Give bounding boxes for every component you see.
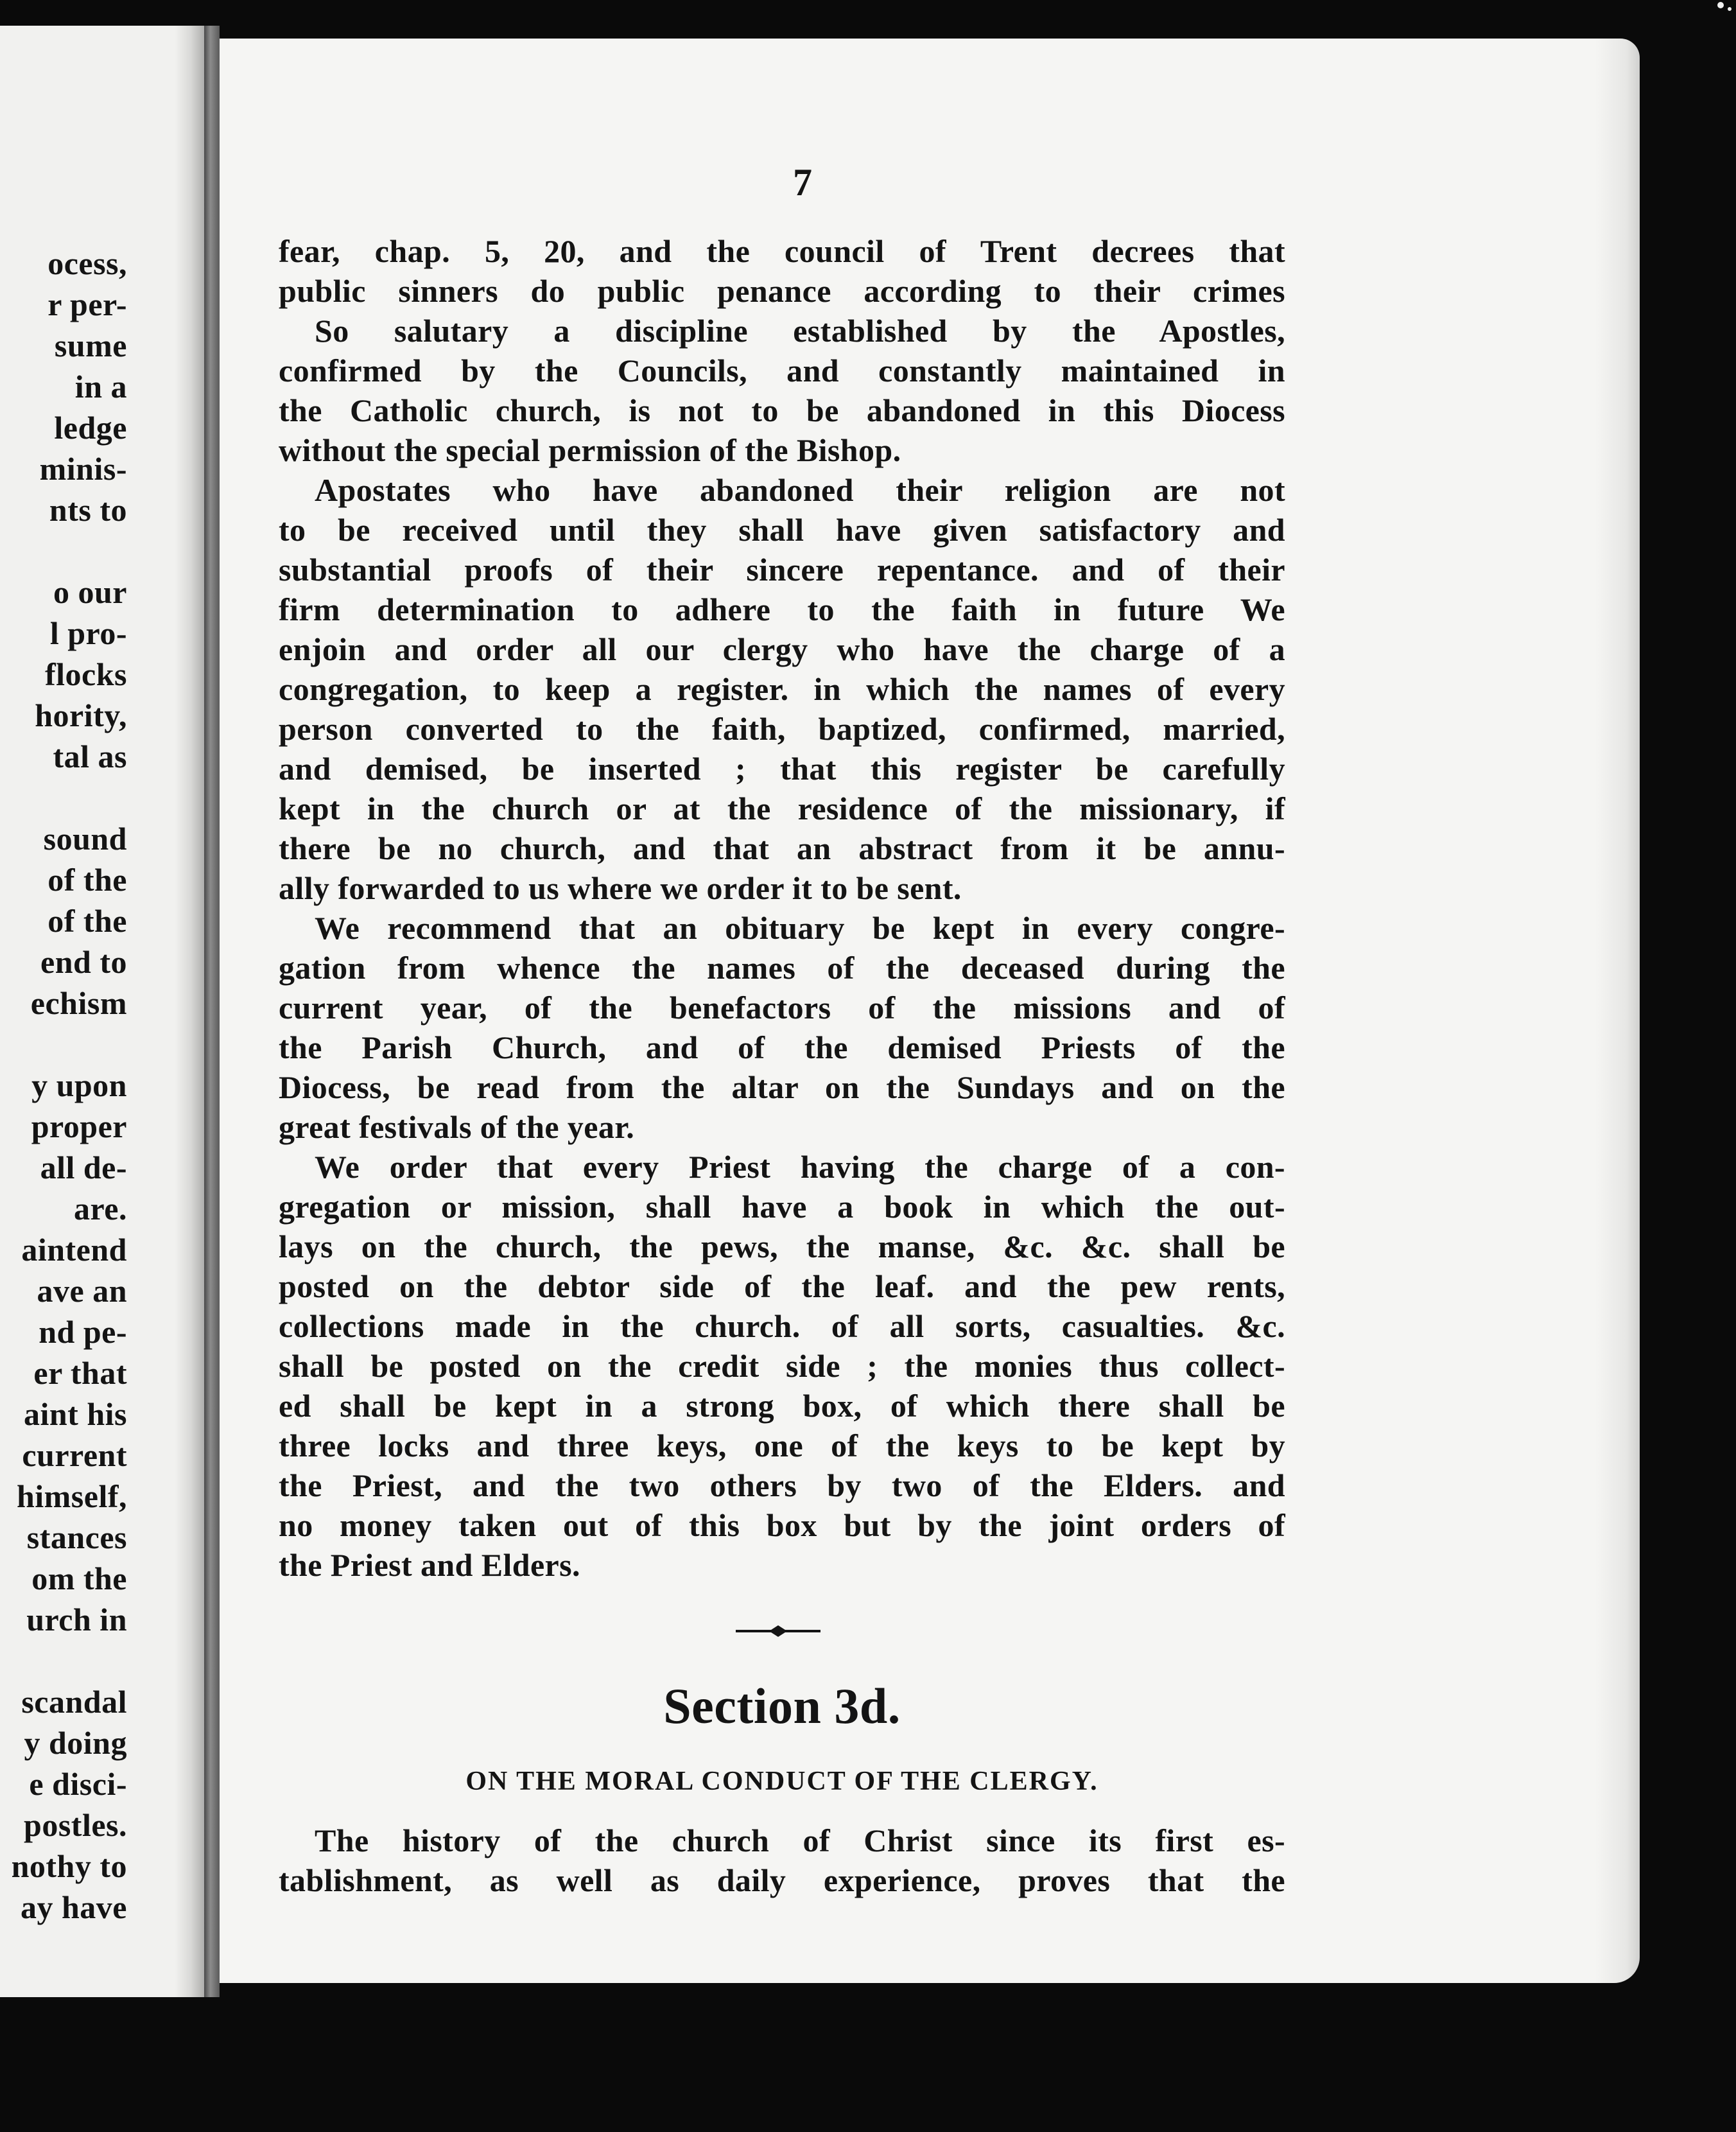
- previous-page-line: tal as: [53, 738, 127, 774]
- previous-page-line: scandal: [21, 1684, 127, 1720]
- section-subheading: ON THE MORAL CONDUCT OF THE CLERGY.: [465, 1767, 1098, 1796]
- body-line: fear, chap. 5, 20, and the council of Trent decrees that: [279, 233, 1285, 269]
- body-line: great festivals of the year.: [279, 1109, 635, 1145]
- body-line: gregation or mission, shall have a book in which the out-: [279, 1189, 1285, 1225]
- body-line: So salutary a discipline established by the Apostles,: [315, 313, 1285, 349]
- gutter-shadow: [175, 26, 204, 1997]
- previous-page-line: nothy to: [11, 1848, 127, 1884]
- previous-page-line: y doing: [24, 1725, 127, 1761]
- previous-page-line: ocess,: [48, 245, 127, 281]
- previous-page-line: postles.: [24, 1807, 127, 1843]
- body-line: Diocess, be read from the altar on the Sundays and on the: [279, 1069, 1285, 1105]
- previous-page-line: of the: [48, 862, 127, 898]
- previous-page-line: minis-: [39, 451, 127, 487]
- previous-page-line: om the: [31, 1560, 127, 1596]
- previous-page-line: urch in: [26, 1602, 127, 1638]
- previous-page-line: ledge: [54, 410, 127, 446]
- body-line: enjoin and order all our clergy who have the charge of a: [279, 631, 1285, 667]
- previous-page-line: ave an: [37, 1273, 127, 1309]
- previous-page-line: sume: [54, 328, 127, 363]
- body-line: lays on the church, the pews, the manse, &c. &c. shall be: [279, 1228, 1285, 1264]
- body-line: Apostates who have abandoned their religion are not: [315, 472, 1285, 508]
- previous-page-line: ay have: [21, 1889, 127, 1925]
- body-line: firm determination to adhere to the faith in future We: [279, 591, 1285, 627]
- previous-page-line: [0, 1640, 127, 1681]
- previous-page-line: end to: [40, 944, 127, 980]
- body-line: We order that every Priest having the charge of a con-: [315, 1149, 1285, 1185]
- body-line: congregation, to keep a register. in which the names of every: [279, 671, 1285, 707]
- previous-page-fragment: [0, 26, 204, 1997]
- body-line: We recommend that an obituary be kept in every congre-: [315, 910, 1285, 946]
- section-body-line: The history of the church of Christ since its first es-: [315, 1822, 1285, 1858]
- body-line: the Priest and Elders.: [279, 1547, 580, 1583]
- previous-page-line: flocks: [45, 656, 127, 692]
- previous-page-line: nts to: [49, 492, 127, 528]
- previous-page-text: [0, 243, 127, 1928]
- previous-page-line: proper: [31, 1108, 127, 1144]
- body-line: without the special permission of the Bishop.: [279, 432, 901, 468]
- body-line: ed shall be kept in a strong box, of which there shall be: [279, 1388, 1285, 1424]
- previous-page-line: o our: [53, 574, 127, 610]
- body-line: ally forwarded to us where we order it to be sent.: [279, 870, 962, 906]
- previous-page-line: er that: [33, 1355, 127, 1391]
- body-line: to be received until they shall have given satisfactory and: [279, 512, 1285, 548]
- body-line: there be no church, and that an abstract from it be annu-: [279, 830, 1285, 866]
- previous-page-line: stances: [26, 1519, 127, 1555]
- previous-page-line: all de-: [40, 1149, 127, 1185]
- previous-page-line: hority,: [35, 697, 127, 733]
- previous-page-line: l pro-: [49, 615, 127, 651]
- previous-page-line: [0, 530, 127, 572]
- previous-page-line: of the: [48, 903, 127, 939]
- section-body-line: tablishment, as well as daily experience, proves that the: [279, 1862, 1285, 1898]
- previous-page-line: [0, 1024, 127, 1065]
- body-line: collections made in the church. of all sorts, casualties. &c.: [279, 1308, 1285, 1344]
- body-line: the Priest, and the two others by two of the Elders. and: [279, 1467, 1285, 1503]
- previous-page-line: in a: [74, 369, 127, 405]
- previous-page-line: are.: [74, 1191, 127, 1227]
- previous-page-line: sound: [43, 821, 127, 857]
- section-heading: Section 3d.: [663, 1678, 901, 1734]
- body-line: person converted to the faith, baptized, confirmed, married,: [279, 711, 1285, 747]
- scan-artifact: [1659, 0, 1736, 26]
- body-line: gation from whence the names of the deceased during the: [279, 950, 1285, 986]
- previous-page-line: [0, 777, 127, 818]
- body-line: and demised, be inserted ; that this register be carefully: [279, 751, 1285, 787]
- previous-page-line: r per-: [48, 286, 127, 322]
- body-line: the Catholic church, is not to be abandoned in this Diocess: [279, 392, 1285, 428]
- section-body-text: [279, 1821, 1285, 1900]
- previous-page-line: nd pe-: [39, 1314, 127, 1350]
- body-text: [279, 231, 1285, 1585]
- previous-page-line: e disci-: [29, 1766, 127, 1802]
- body-line: shall be posted on the credit side ; the monies thus collect-: [279, 1348, 1285, 1384]
- body-line: posted on the debtor side of the leaf. and the pew rents,: [279, 1268, 1285, 1304]
- body-line: kept in the church or at the residence of the missionary, if: [279, 791, 1285, 826]
- body-line: confirmed by the Councils, and constantly maintained in: [279, 353, 1285, 389]
- body-line: substantial proofs of their sincere repentance. and of their: [279, 552, 1285, 588]
- previous-page-line: echism: [30, 985, 127, 1021]
- body-line: no money taken out of this box but by the joint orders of: [279, 1507, 1285, 1543]
- previous-page-line: aintend: [21, 1232, 127, 1268]
- section-divider-ornament: [733, 1621, 823, 1641]
- book-spine: [204, 26, 220, 1997]
- previous-page-line: himself,: [16, 1478, 127, 1514]
- body-line: the Parish Church, and of the demised Priests of the: [279, 1029, 1285, 1065]
- previous-page-line: current: [22, 1437, 127, 1473]
- body-line: current year, of the benefactors of the missions and of: [279, 990, 1285, 1026]
- page-number: 7: [793, 161, 812, 204]
- previous-page-line: y upon: [31, 1067, 127, 1103]
- body-line: public sinners do public penance according to their crimes: [279, 273, 1285, 309]
- page-edge-shadow: [1595, 39, 1640, 1983]
- body-line: three locks and three keys, one of the keys to be kept by: [279, 1428, 1285, 1464]
- current-page: [220, 39, 1640, 1983]
- previous-page-line: aint his: [23, 1396, 127, 1432]
